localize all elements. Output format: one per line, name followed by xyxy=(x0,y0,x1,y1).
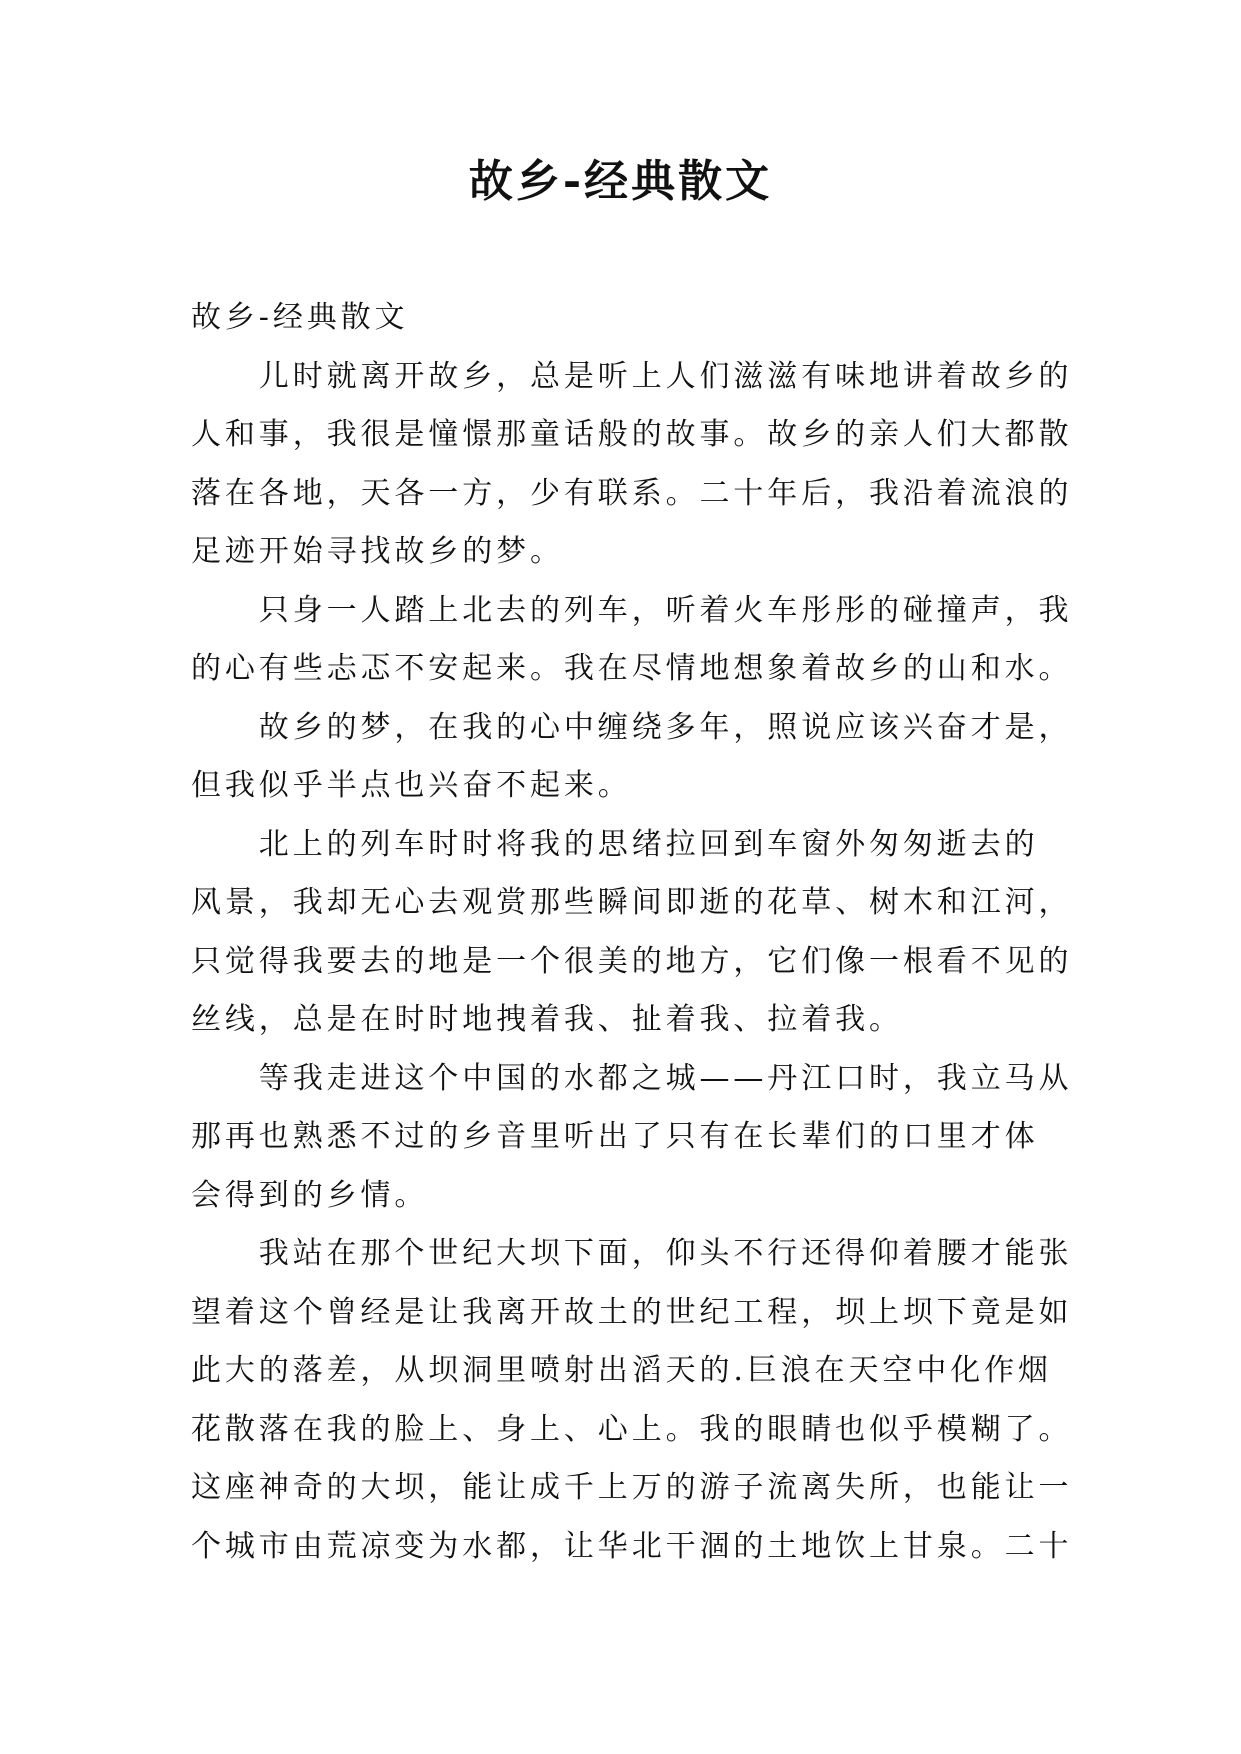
text-line: 儿时就离开故乡，总是听上人们滋滋有味地讲着故乡的 xyxy=(258,358,1073,394)
text-line: 但我似乎半点也兴奋不起来。 xyxy=(191,768,632,803)
text-line: 花散落在我的脸上、身上、心上。我的眼睛也似乎模糊了。 xyxy=(191,1411,1073,1447)
text-line: 足迹开始寻找故乡的梦。 xyxy=(191,534,564,569)
document-body xyxy=(191,289,1091,1576)
text-line: 风景，我却无心去观赏那些瞬间即逝的花草、树木和江河， xyxy=(191,885,1073,920)
text-line: 此大的落差，从坝洞里喷射出滔天的.巨浪在天空中化作烟 xyxy=(191,1353,1052,1388)
text-line: 望着这个曾经是让我离开故土的世纪工程，坝上坝下竟是如 xyxy=(191,1294,1073,1330)
text-line: 等我走进这个中国的水都之城——丹江口时，我立马从 xyxy=(258,1060,1073,1096)
paragraph xyxy=(191,348,1091,582)
text-line: 这座神奇的大坝，能让成千上万的游子流离失所，也能让一 xyxy=(191,1470,1073,1505)
document-title: 故乡-经典散文 xyxy=(468,156,773,207)
text-line: 会得到的乡情。 xyxy=(191,1177,429,1213)
paragraph xyxy=(191,699,1091,816)
text-line: 人和事，我很是憧憬那童话般的故事。故乡的亲人们大都散 xyxy=(191,417,1073,452)
paragraph xyxy=(191,1225,1091,1576)
text-line: 落在各地，天各一方，少有联系。二十年后，我沿着流浪的 xyxy=(191,475,1073,511)
text-line: 丝线，总是在时时地拽着我、扯着我、拉着我。 xyxy=(191,1002,903,1037)
text-line: 故乡的梦，在我的心中缠绕多年，照说应该兴奋才是， xyxy=(258,709,1073,745)
paragraph xyxy=(191,816,1091,1050)
text-line: 我站在那个世纪大坝下面，仰头不行还得仰着腰才能张 xyxy=(258,1236,1073,1271)
text-line: 北上的列车时时将我的思绪拉回到车窗外匆匆逝去的 xyxy=(258,826,1039,862)
text-line: 的心有些忐忑不安起来。我在尽情地想象着故乡的山和水。 xyxy=(191,651,1073,686)
paragraph xyxy=(191,582,1091,699)
text-line: 只觉得我要去的地是一个很美的地方，它们像一根看不见的 xyxy=(191,943,1073,979)
paragraph xyxy=(191,1050,1091,1226)
text-line: 那再也熟悉不过的乡音里听出了只有在长辈们的口里才体 xyxy=(191,1119,1039,1154)
text-line: 个城市由荒凉变为水都，让华北干涸的土地饮上甘泉。二十 xyxy=(191,1528,1073,1564)
text-line: 只身一人踏上北去的列车，听着火车彤彤的碰撞声，我 xyxy=(258,592,1073,628)
article-heading: 故乡-经典散文 xyxy=(191,300,409,335)
